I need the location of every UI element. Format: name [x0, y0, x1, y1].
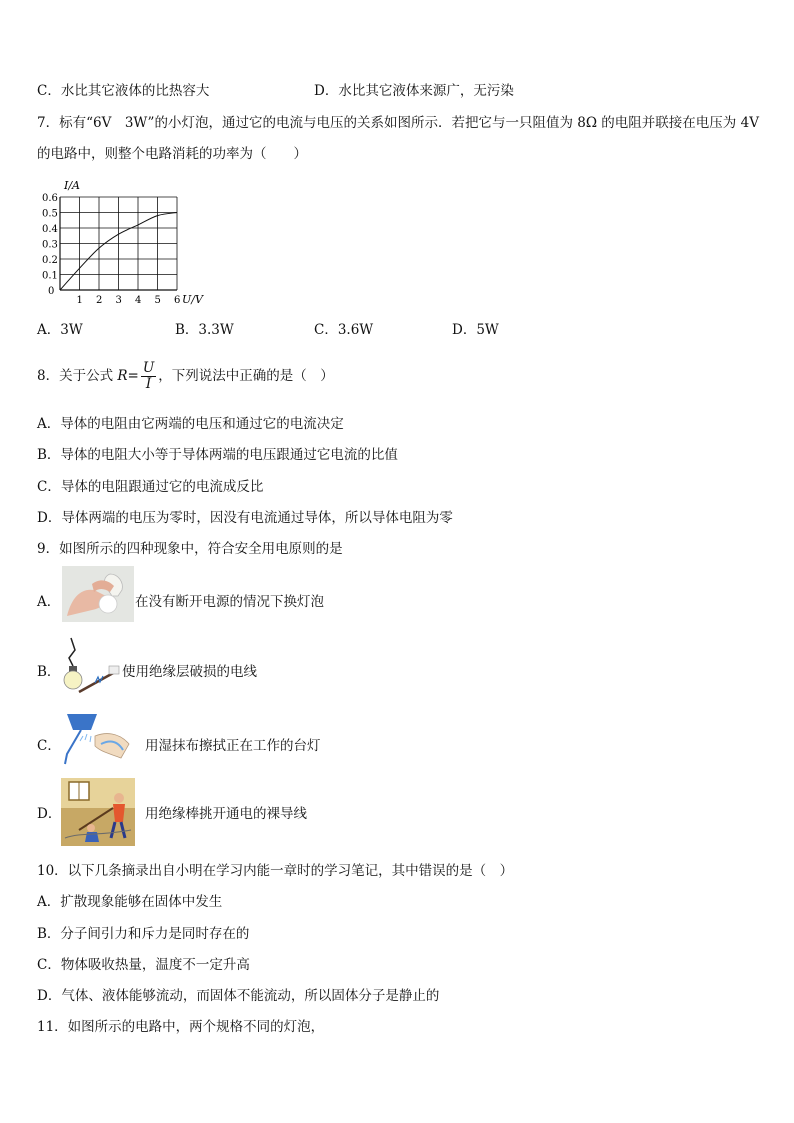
q9-option-c-text: 用湿抹布擦拭正在工作的台灯 — [145, 738, 321, 754]
q7-option-c: C．3.6W — [314, 322, 374, 338]
q8-option-a: A．导体的电阻由它两端的电压和通过它的电流决定 — [37, 416, 344, 432]
q10-option-b: B．分子间引力和斥力是同时存在的 — [37, 926, 250, 942]
q8-formula-numerator: U — [142, 360, 155, 376]
q9-stem: 9．如图所示的四种现象中，符合安全用电原则的是 — [37, 541, 343, 557]
origin-label: 0 — [48, 286, 55, 297]
q10-stem: 10．以下几条摘录出自小明在学习内能一章时的学习笔记，其中错误的是（ ） — [37, 863, 514, 879]
q8-option-b: B．导体的电阻大小等于导体两端的电压跟通过它电流的比值 — [37, 447, 398, 463]
q10-option-a: A．扩散现象能够在固体中发生 — [37, 894, 223, 910]
q9-option-a-label: A． — [37, 594, 61, 610]
q8-stem-prefix: 8．关于公式 — [37, 368, 118, 384]
x-axis-label: U/V — [182, 293, 203, 306]
y-axis-label: I/A — [64, 179, 80, 192]
q9-option-b-text: 使用绝缘层破损的电线 — [122, 664, 257, 680]
y-tick-label: 0.1 — [42, 270, 58, 282]
q9-option-c-label: C． — [37, 738, 61, 754]
q9-option-a-text: 在没有断开电源的情况下换灯泡 — [135, 594, 324, 610]
q7-option-a: A．3W — [37, 322, 83, 338]
q11-stem: 11．如图所示的电路中，两个规格不同的灯泡， — [37, 1019, 325, 1035]
y-tick-label: 0.6 — [42, 193, 58, 204]
x-tick-label: 3 — [115, 295, 122, 306]
q7-iu-chart — [30, 175, 220, 311]
y-tick-label: 0.4 — [42, 224, 58, 235]
q9-option-b-label: B． — [37, 664, 61, 680]
q8-formula-denominator: I — [145, 376, 152, 392]
x-tick-label: 6 — [174, 295, 181, 306]
q8-stem-suffix: ，下列说法中正确的是（ ） — [158, 368, 334, 384]
hand-bulb-illustration — [62, 566, 134, 622]
x-tick-label: 5 — [154, 295, 161, 306]
q10-option-d: D．气体、液体能够流动，而固体不能流动，所以固体分子是静止的 — [37, 988, 440, 1004]
q7-option-d: D．5W — [452, 322, 499, 338]
q7-stem-line2: 的电路中，则整个电路消耗的功率为（ ） — [37, 146, 307, 162]
q9-option-d-label: D． — [37, 806, 62, 822]
y-tick-label: 0.5 — [42, 208, 58, 220]
q8-option-c: C．导体的电阻跟通过它的电流成反比 — [37, 479, 264, 495]
q8-formula-lhs: R= — [117, 368, 139, 384]
q8-stem — [37, 356, 334, 396]
x-tick-label: 4 — [135, 295, 142, 306]
desk-lamp-wiping-illustration — [61, 710, 135, 768]
q9-option-d-text: 用绝缘棒挑开通电的裸导线 — [145, 806, 307, 822]
q8-option-d: D．导体两端的电压为零时，因没有电流通过导体，所以导体电阻为零 — [37, 510, 453, 526]
q7-stem-line1: 7．标有“6V 3W”的小灯泡，通过它的电流与电压的关系如图所示．若把它与一只阻值为 8Ω 的电阻并联接在电压为 4V — [37, 115, 759, 131]
q6-option-c: C．水比其它液体的比热容大 — [37, 83, 210, 99]
q10-option-c: C．物体吸收热量，温度不一定升高 — [37, 957, 250, 973]
y-tick-label: 0.2 — [42, 255, 58, 266]
x-tick-label: 1 — [76, 295, 83, 306]
insulated-rod-rescue-illustration — [61, 778, 135, 846]
x-tick-label: 2 — [96, 295, 103, 306]
y-tick-label: 0.3 — [42, 239, 58, 251]
q6-option-d: D．水比其它液体来源广，无污染 — [314, 83, 514, 99]
q7-option-b: B．3.3W — [175, 322, 234, 338]
q8-formula-fraction — [141, 361, 156, 392]
damaged-wire-bulb-illustration — [59, 636, 121, 702]
